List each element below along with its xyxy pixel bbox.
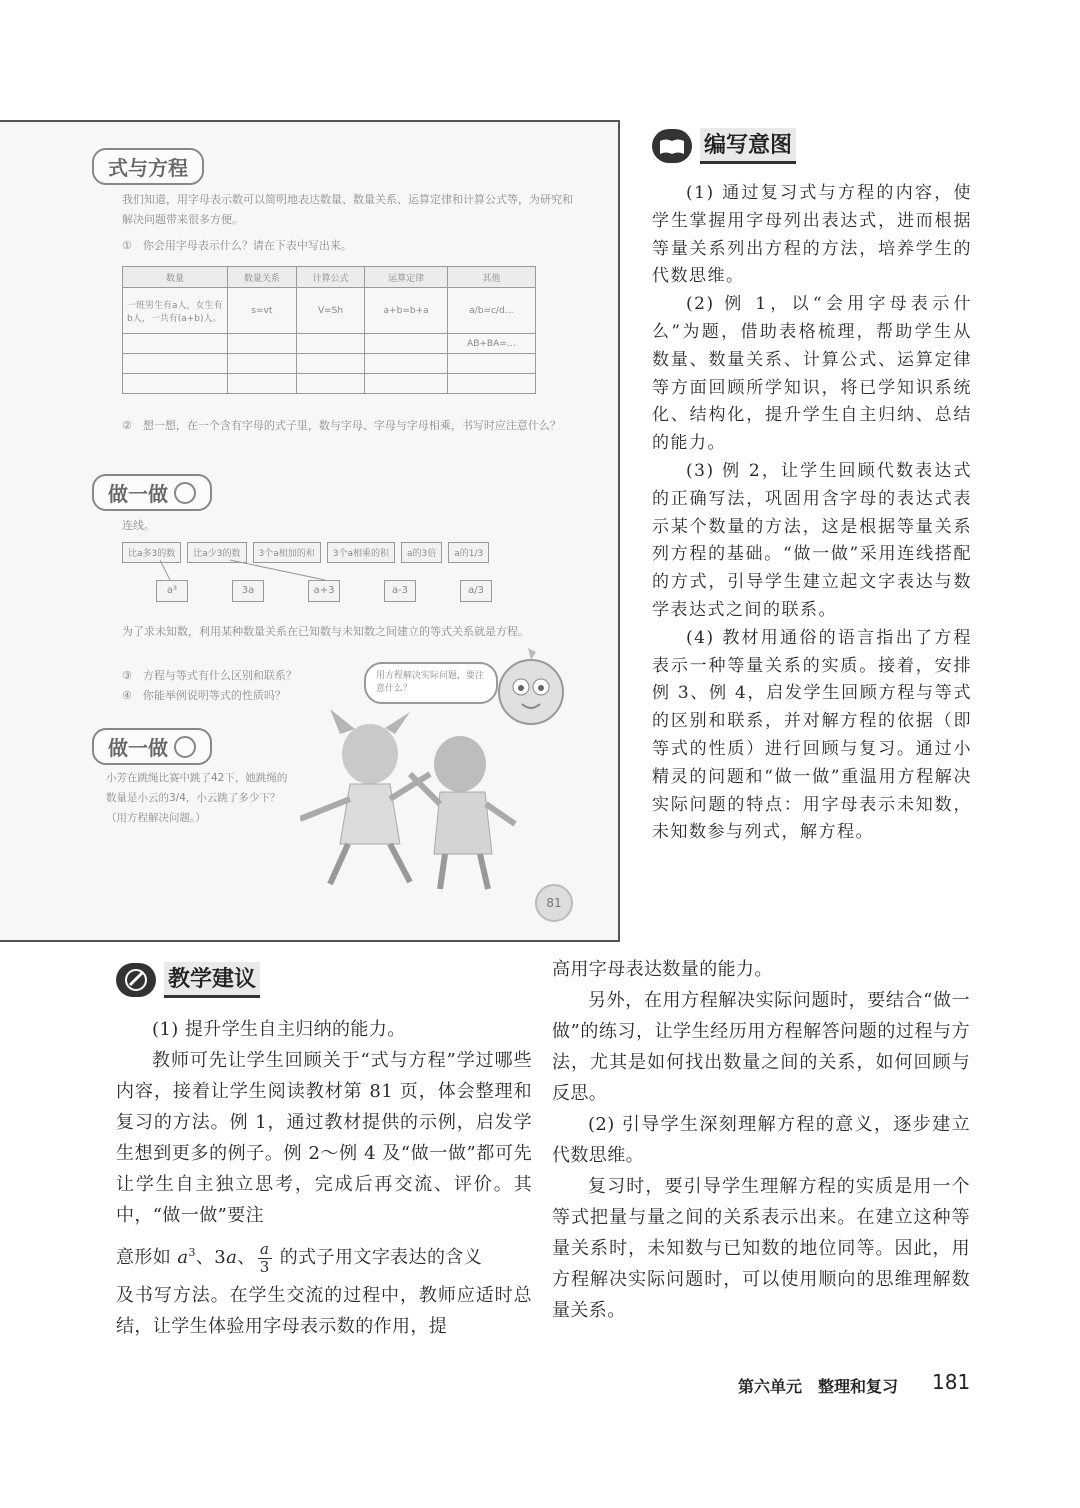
advice-paragraph: 及书写方法。在学生交流的过程中，教师应适时总结，让学生体验用字母表示数的作用，提 <box>116 1285 532 1337</box>
textbook-page-image <box>0 120 620 942</box>
match-phrase: 3个a相加的和 <box>253 542 321 563</box>
advice-paragraph: (2) 引导学生深刻理解方程的意义，逐步建立代数思维。 <box>552 1114 970 1166</box>
match-answers <box>156 580 492 602</box>
question-1: ① 你会用字母表示什么？请在下表中写出来。 <box>122 239 352 252</box>
section-title: 式与方程 <box>108 156 188 180</box>
footer-unit: 第六单元 整理和复习 <box>738 1377 899 1396</box>
match-line <box>160 560 170 580</box>
table-header: 其他 <box>447 267 535 288</box>
advice-paragraph: 教师可先让学生回顾关于“式与方程”学过哪些内容，接着让学生阅读教材第 81 页，体会整理和复习的方法。例 1，通过教材提供的示例，启发学生想到更多的例子。例 2～例 4 及“做一做”都可先让学生自主独立思考，完成后再交流、评价。其中，“做一做”要注 <box>116 1050 532 1226</box>
match-phrase: a的3倍 <box>401 542 442 563</box>
speech-bubble: 用方程解决实际问题，要注意什么？ <box>364 662 498 704</box>
table-header: 计算公式 <box>296 267 365 288</box>
question-3: ③ 方程与等式有什么区别和联系？ <box>122 669 297 682</box>
table-cell: s=vt <box>228 288 297 334</box>
match-answer: a-3 <box>384 580 416 602</box>
match-line <box>230 560 325 580</box>
match-phrase: 比a少3的数 <box>187 542 246 563</box>
match-phrase: a的1/3 <box>448 542 489 563</box>
advice-title: 教学建议 <box>164 962 260 998</box>
advice-paragraph: (1) 提升学生自主归纳的能力。 <box>152 1019 406 1040</box>
do-it-title-2: 做一做 <box>108 736 168 760</box>
match-answer: a³ <box>156 580 188 602</box>
word-problem: 小芳在跳绳比赛中跳了42下，她跳绳的数量是小云的3/4，小云跳了多少下？（用方程解决问题。） <box>106 772 288 824</box>
table-header: 数量 <box>123 267 228 288</box>
table-cell: V=Sh <box>296 288 365 334</box>
table-cell: a/b=c/d… <box>447 288 535 334</box>
equation-definition: 为了求未知数，利用某种数量关系在已知数与未知数之间建立的等式关系就是方程。 <box>122 625 529 638</box>
do-it-title: 做一做 <box>108 482 168 506</box>
question-2: ② 想一想，在一个含有字母的式子里，数与字母、字母与字母相乘，书写时应注意什么？ <box>122 419 561 432</box>
table-cell: a+b=b+a <box>365 288 448 334</box>
tag-tail-icon <box>174 736 196 758</box>
do-it-tag-2 <box>92 728 212 765</box>
advice-paragraph-formula: 意形如 $a^3$、3a、 $\frac{a}{3}$ 的式子用文字表达的含义 <box>116 1239 483 1276</box>
table-header: 数量关系 <box>228 267 297 288</box>
textbook-page-number: 81 <box>535 884 573 922</box>
advice-paragraph: 另外，在用方程解决实际问题时，要结合“做一做”的练习，让学生经历用方程解答问题的过程与方法，尤其是如何找出数量之间的关系，如何回顾与反思。 <box>552 990 970 1104</box>
advice-paragraph: 复习时，要引导学生理解方程的实质是用一个等式把量与量之间的关系表示出来。在建立这种等量关系时，未知数与已知数的地位同等。因此，用方程解决实际问题时，可以使用顺向的思维理解数量关系。 <box>552 1176 970 1321</box>
advice-left-column <box>116 1014 532 1342</box>
intent-paragraph: (4) 教材用通俗的语言指出了方程表示一种等量关系的实质。接着，安排例 3、例 4，启发学生回顾方程与等式的区别和联系，并对解方程的依据（即等式的性质）进行回顾与复习。通过小精灵的问题和“做一做”重温用方程解决实际问题的特点：用字母表示未知数，未知数参与列式，解方程。 <box>652 627 972 843</box>
intent-paragraph: (1) 通过复习式与方程的内容，使学生掌握用字母列出表达式，进而根据等量关系列出方程的方法，培养学生的代数思维。 <box>652 183 972 287</box>
match-phrase: 3个a相乘的积 <box>327 542 395 563</box>
pencil-icon <box>116 963 156 997</box>
children-illustration <box>300 704 530 894</box>
table-header: 运算定律 <box>365 267 448 288</box>
book-icon <box>652 129 692 163</box>
intent-header <box>652 128 796 164</box>
intent-title: 编写意图 <box>700 128 796 164</box>
advice-paragraph: 高用字母表达数量的能力。 <box>552 959 773 980</box>
match-answer: 3a <box>232 580 264 602</box>
match-answer: a/3 <box>460 580 492 602</box>
match-phrase: 比a多3的数 <box>122 542 181 563</box>
question-4: ④ 你能举例说明等式的性质吗？ <box>122 689 286 702</box>
table-cell: AB+BA=… <box>447 334 535 354</box>
footer-page-number: 181 <box>932 1370 971 1394</box>
fraction-a-over-3: $\frac{a}{3}$ <box>259 1239 270 1276</box>
match-answer: a+3 <box>308 580 340 602</box>
table-cell: 一班男生有a人，女生有b人，一共有(a+b)人。 <box>123 288 228 334</box>
intent-paragraph: (2) 例 1，以“会用字母表示什么”为题，借助表格梳理，帮助学生从数量、数量关系、计算公式、运算定律等方面回顾所学知识，将已学知识系统化、结构化，提升学生自主归纳、总结的能力。 <box>652 294 972 454</box>
match-label: 连线。 <box>122 519 155 532</box>
intro-text: 我们知道，用字母表示数可以简明地表达数量、数量关系、运算定律和计算公式等，为研究和解决问题带来很多方便。 <box>122 193 573 226</box>
intent-paragraph: (3) 例 2，让学生回顾代数表达式的正确写法，巩固用含字母的表达式表示某个数量的方法，这是根据等量关系列方程的基础。“做一做”采用连线搭配的方式，引导学生建立起文字表达与数学表达式之间的联系。 <box>652 460 972 620</box>
intent-text <box>652 180 972 847</box>
advice-right-column <box>552 954 970 1326</box>
advice-header <box>116 962 260 998</box>
